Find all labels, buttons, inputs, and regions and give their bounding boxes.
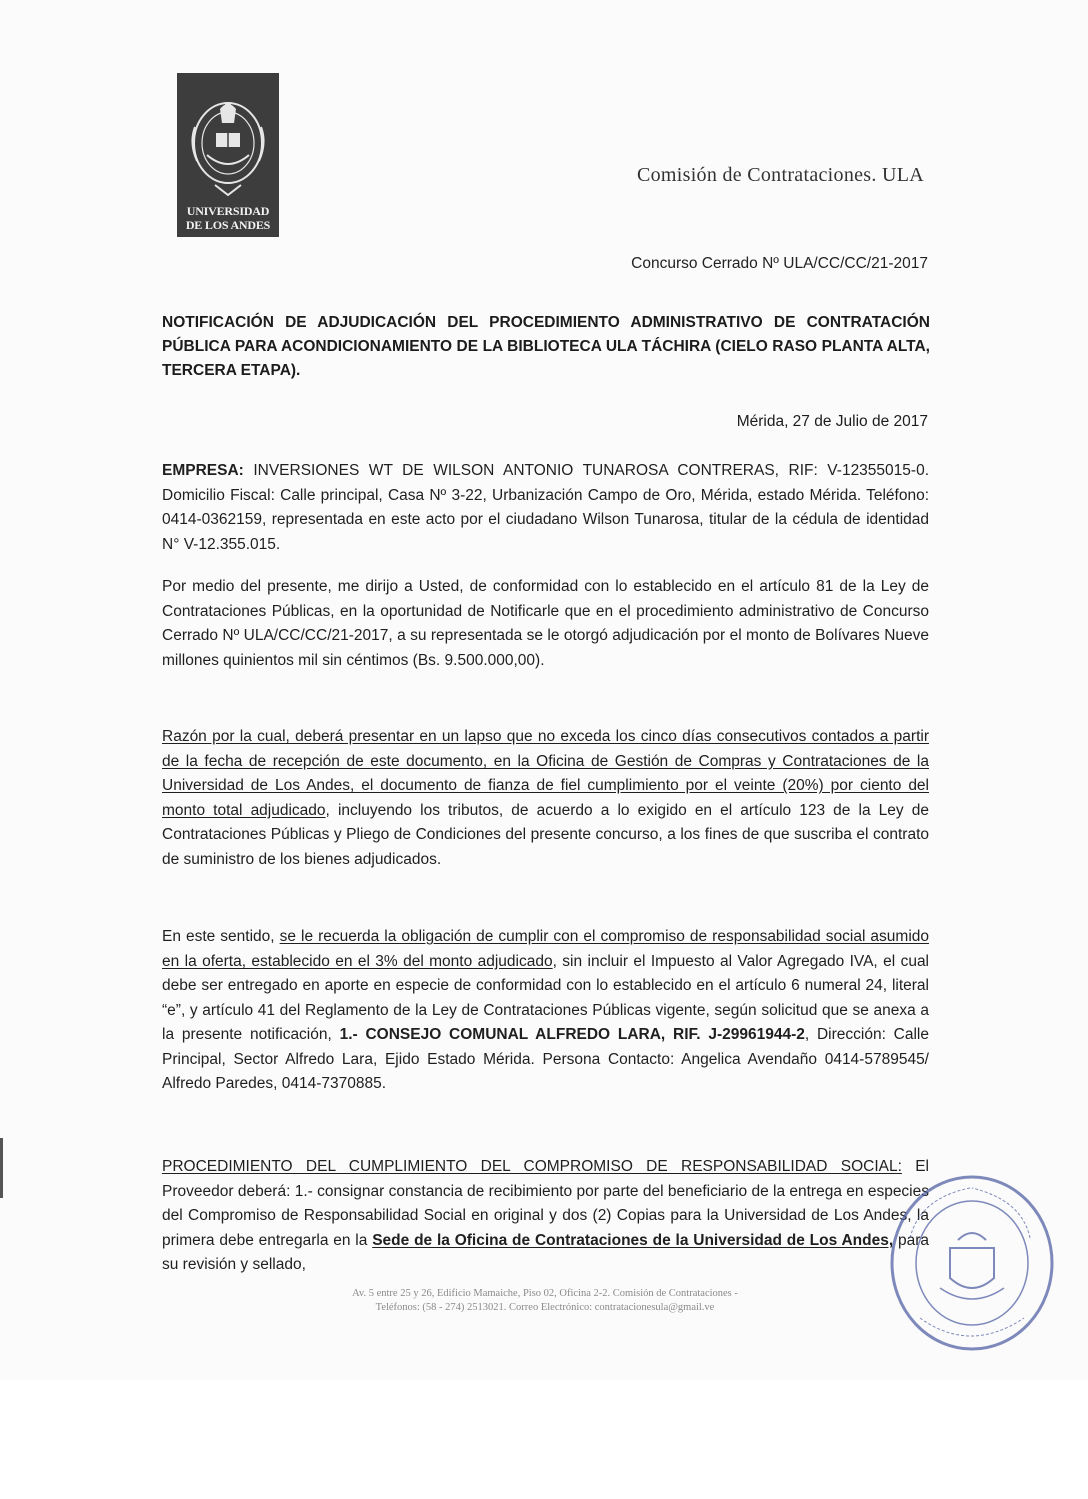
responsabilidad-middle: , sin incluir el Impuesto al Valor Agregado IVA, el cual debe ser entregado en aporte en especie de conformidad con lo establecido en el artículo 6 numeral 24, literal “e”, y artículo 41 del Reglamento de la Ley de Contrataciones Públicas vigente, según solicitud que se anexa a la presente notificación,: [162, 952, 930, 1043]
page-bottom-margin: [0, 1380, 1088, 1499]
notification-paragraph: Por medio del presente, me dirijo a Usted, de conformidad con lo establecido en el artículo 81 de la Ley de Contrataciones Públicas, en la oportunidad de Notificarle que en el procedimiento administrativo de Concurso Cerrado Nº ULA/CC/CC/21-2017, a su representada se le otorgó adjudicación por el monto de Bolívares Nueve millones quinientos mil sin céntimos (Bs. 9.500.000,00).: [162, 578, 929, 669]
scan-margin-mark: [0, 1138, 3, 1198]
responsabilidad-paragraph: [162, 925, 929, 1097]
empresa-label: EMPRESA:: [162, 462, 244, 479]
concurso-reference: Concurso Cerrado Nº ULA/CC/CC/21-2017: [631, 255, 928, 272]
commission-header: Comisión de Contrataciones. ULA: [636, 164, 924, 186]
logo-line-2: DE LOS ANDES: [185, 218, 271, 232]
official-stamp-icon: [880, 1168, 1060, 1358]
procedimiento-end: para su revisión y sellado,: [162, 1231, 930, 1273]
sede-oficina: Sede de la Oficina de Contrataciones de la Universidad de Los Andes,: [372, 1231, 894, 1249]
document-date: Mérida, 27 de Julio de 2017: [736, 413, 928, 430]
procedimiento-paragraph: [162, 1155, 929, 1278]
footer-contact: Teléfonos: (58 - 274) 2513021. Correo Electrónico: contratacionesula@gmail.ve: [375, 1302, 715, 1313]
fianza-rest-text: , incluyendo los tributos, de acuerdo a lo exigido en el artículo 123 de la Ley de Contrataciones Públicas y Pliego de Condiciones del presente concurso, a los fines de que suscriba el contrato de suministro de los bienes adjudicados.: [162, 801, 929, 868]
empresa-paragraph: [162, 459, 929, 557]
consejo-comunal: 1.- CONSEJO COMUNAL ALFREDO LARA, RIF. J-29961944-2: [339, 1026, 805, 1043]
document-title: NOTIFICACIÓN DE ADJUDICACIÓN DEL PROCEDIMIENTO ADMINISTRATIVO DE CONTRATACIÓN PÚBLICA PARA ACONDICIONAMIENTO DE LA BIBLIOTECA ULA TÁCHIRA (CIELO RASO PLANTA ALTA, TERCERA ETAPA).: [162, 314, 930, 379]
responsabilidad-end: , Dirección: Calle Principal, Sector Alfredo Lara, Ejido Estado Mérida. Persona Contacto: Angelica Avendaño 0414-5789545/ Alfredo Paredes, 0414-7370885.: [162, 1026, 929, 1092]
footer-address: Av. 5 entre 25 y 26, Edificio Mamaiche, Piso 02, Oficina 2-2. Comisión de Contrataciones -: [352, 1288, 738, 1299]
university-logo: [177, 73, 279, 237]
procedimiento-heading: PROCEDIMIENTO DEL CUMPLIMIENTO DEL COMPROMISO DE RESPONSABILIDAD SOCIAL:: [162, 1158, 902, 1175]
university-seal-icon: [185, 87, 271, 199]
fianza-underlined-text: Razón por la cual, deberá presentar en un lapso que no exceda los cinco días consecutivos contados a partir de la fecha de recepción de este documento, en la Oficina de Gestión de Compras y Contrataciones de la Universidad de Los Andes, el documento de fianza de fiel cumplimiento por el veinte (20%) por ciento del monto total adjudicado: [162, 728, 929, 819]
empresa-text: INVERSIONES WT DE WILSON ANTONIO TUNAROSA CONTRERAS, RIF: V-12355015-0. Domicilio Fiscal: Calle principal, Casa Nº 3-22, Urbanización Campo de Oro, Mérida, estado Mérida. Teléfono: 0414-0362159, representada en este acto por el ciudadano Wilson Tunarosa, titular de la cédula de identidad N° V-12.355.015.: [162, 462, 929, 553]
procedimiento-text: El Proveedor deberá: 1.- consignar constancia de recibimiento por parte del beneficiario de la entrega en especies del Compromiso de Responsabilidad Social en original y dos (2) Copias para la Universidad de Los Andes, la primera debe entregarla en la: [162, 1158, 929, 1249]
responsabilidad-underlined: se le recuerda la obligación de cumplir con el compromiso de responsabilidad social asumido en la oferta, establecido en el 3% del monto adjudicado: [162, 928, 929, 970]
responsabilidad-intro: En este sentido,: [162, 928, 280, 945]
logo-line-1: UNIVERSIDAD: [186, 204, 270, 218]
fianza-paragraph: [162, 725, 929, 872]
